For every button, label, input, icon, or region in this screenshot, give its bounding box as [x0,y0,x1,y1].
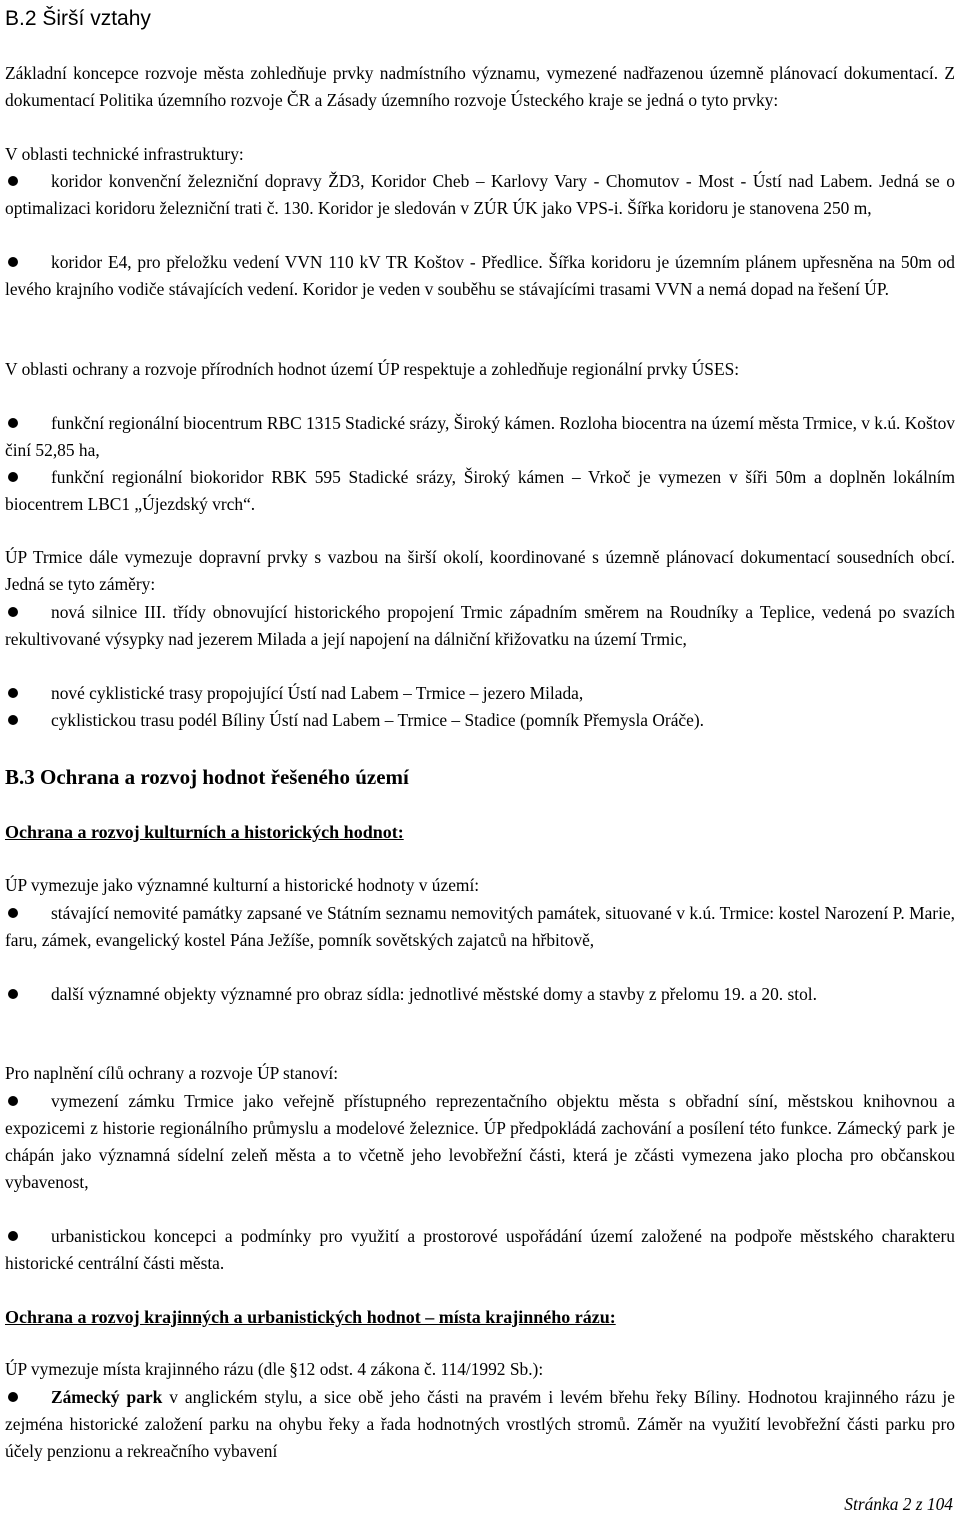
list-item: nová silnice III. třídy obnovující historického propojení Trmic západním směrem na Roudníky a Teplice, vedená po svazích rekultivované výsypky nad jezerem Milada a její napojení na dálniční křižovatku na území Trmic, [5,602,955,649]
list-item: nové cyklistické trasy propojující Ústí nad Labem – Trmice – jezero Milada, [51,683,584,703]
list-item: urbanistickou koncepci a podmínky pro využití a prostorové uspořádání území založené na podpoře městského charakteru historické centrální části města. [5,1226,955,1273]
list-item: funkční regionální biokoridor RBK 595 Stadické srázy, Široký kámen – Vrkoč je vymezen v šíři 50m a doplněn lokálním biocentrem LBC1 „Újezdský vrch“. [5,467,955,514]
list-item: cyklistickou trasu podél Bíliny Ústí nad Labem – Trmice – Stadice (pomník Přemysla Oráče). [51,710,704,730]
b3-goals-intro: Pro naplnění cílů ochrany a rozvoje ÚP stanoví: [5,1063,339,1083]
list-item: vymezení zámku Trmice jako veřejně přístupného reprezentačního objektu města s obřadní síní, městskou knihovnou a expozicemi z historie regionálního průmyslu a modelové železnice. ÚP předpokládá zachování a posílení této funkce. Zámecký park je chápán jako významná sídelní zeleň města a to včetně jeho levobřežní části, která je zčásti vymezena jako plocha pro občanskou vybavenost, [5,1091,955,1192]
b3-landscape-heading: Ochrana a rozvoj krajinných a urbanistických hodnot – místa krajinného rázu: [5,1307,616,1327]
landscape-item-text: v anglickém stylu, a sice obě jeho části na pravém i levém břehu řeky Bíliny. Hodnotou krajinného rázu je zejména historické založení parku na ohybu řeky a řada hodnotných vrostlých stromů. Záměr na využití levobřežní části parku pro účely penzionu a rekreačního vybavení [5,1387,955,1461]
section-heading-b3: B.3 Ochrana a rozvoj hodnot řešeného území [5,765,409,789]
list-item [5,1384,955,1465]
b2-tech-heading: V oblasti technické infrastruktury: [5,144,244,164]
list-item: další významné objekty významné pro obraz sídla: jednotlivé městské domy a stavby z přelomu 19. a 20. stol. [51,984,817,1004]
b2-nature-heading: V oblasti ochrany a rozvoje přírodních hodnot území ÚP respektuje a zohledňuje regionální prvky ÚSES: [5,359,740,379]
section-heading-b2: B.2 Širší vztahy [5,7,151,30]
b3-cultural-intro: ÚP vymezuje jako významné kulturní a historické hodnoty v území: [5,875,480,895]
b3-landscape-intro: ÚP vymezuje místa krajinného rázu (dle §12 odst. 4 zákona č. 114/1992 Sb.): [5,1359,544,1379]
list-item: stávající nemovité památky zapsané ve Státním seznamu nemovitých památek, situované v k.ú. Trmice: kostel Narození P. Marie, faru, zámek, evangelický kostel Pána Ježíše, pomník sovětských zajatců na hřbitově, [5,903,955,950]
b3-cultural-heading: Ochrana a rozvoj kulturních a historických hodnot: [5,822,404,842]
list-item: funkční regionální biocentrum RBC 1315 Stadické srázy, Široký kámen. Rozloha biocentra na území města Trmice, v k.ú. Koštov činí 52,85 ha, [5,413,955,460]
landscape-item-title: Zámecký park [51,1387,163,1407]
page-number: Stránka 2 z 104 [844,1494,953,1514]
list-item: koridor E4, pro přeložku vedení VVN 110 kV TR Koštov - Předlice. Šířka koridoru je územním plánem upřesněna na 50m od levého krajního vodiče stávajících vedení. Koridor je veden v souběhu se stávajícími trasami VVN a nemá dopad na řešení ÚP. [5,252,955,299]
list-item: koridor konvenční železniční dopravy ŽD3, Koridor Cheb – Karlovy Vary - Chomutov - Most - Ústí nad Labem. Jedná se o optimalizaci koridoru železniční trati č. 130. Koridor je sledován v ZÚR ÚK jako VPS-i. Šířka koridoru je stanovena 250 m, [5,171,955,218]
b2-transport-heading: ÚP Trmice dále vymezuje dopravní prvky s vazbou na širší okolí, koordinované s územně plánovací dokumentací sousedních obcí. Jedná se tyto záměry: [5,547,955,594]
b2-intro-paragraph: Základní koncepce rozvoje města zohledňuje prvky nadmístního významu, vymezené nadřazenou územně plánovací dokumentací. Z dokumentací Politika územního rozvoje ČR a Zásady územního rozvoje Ústeckého kraje se jedná o tyto prvky: [5,63,955,110]
